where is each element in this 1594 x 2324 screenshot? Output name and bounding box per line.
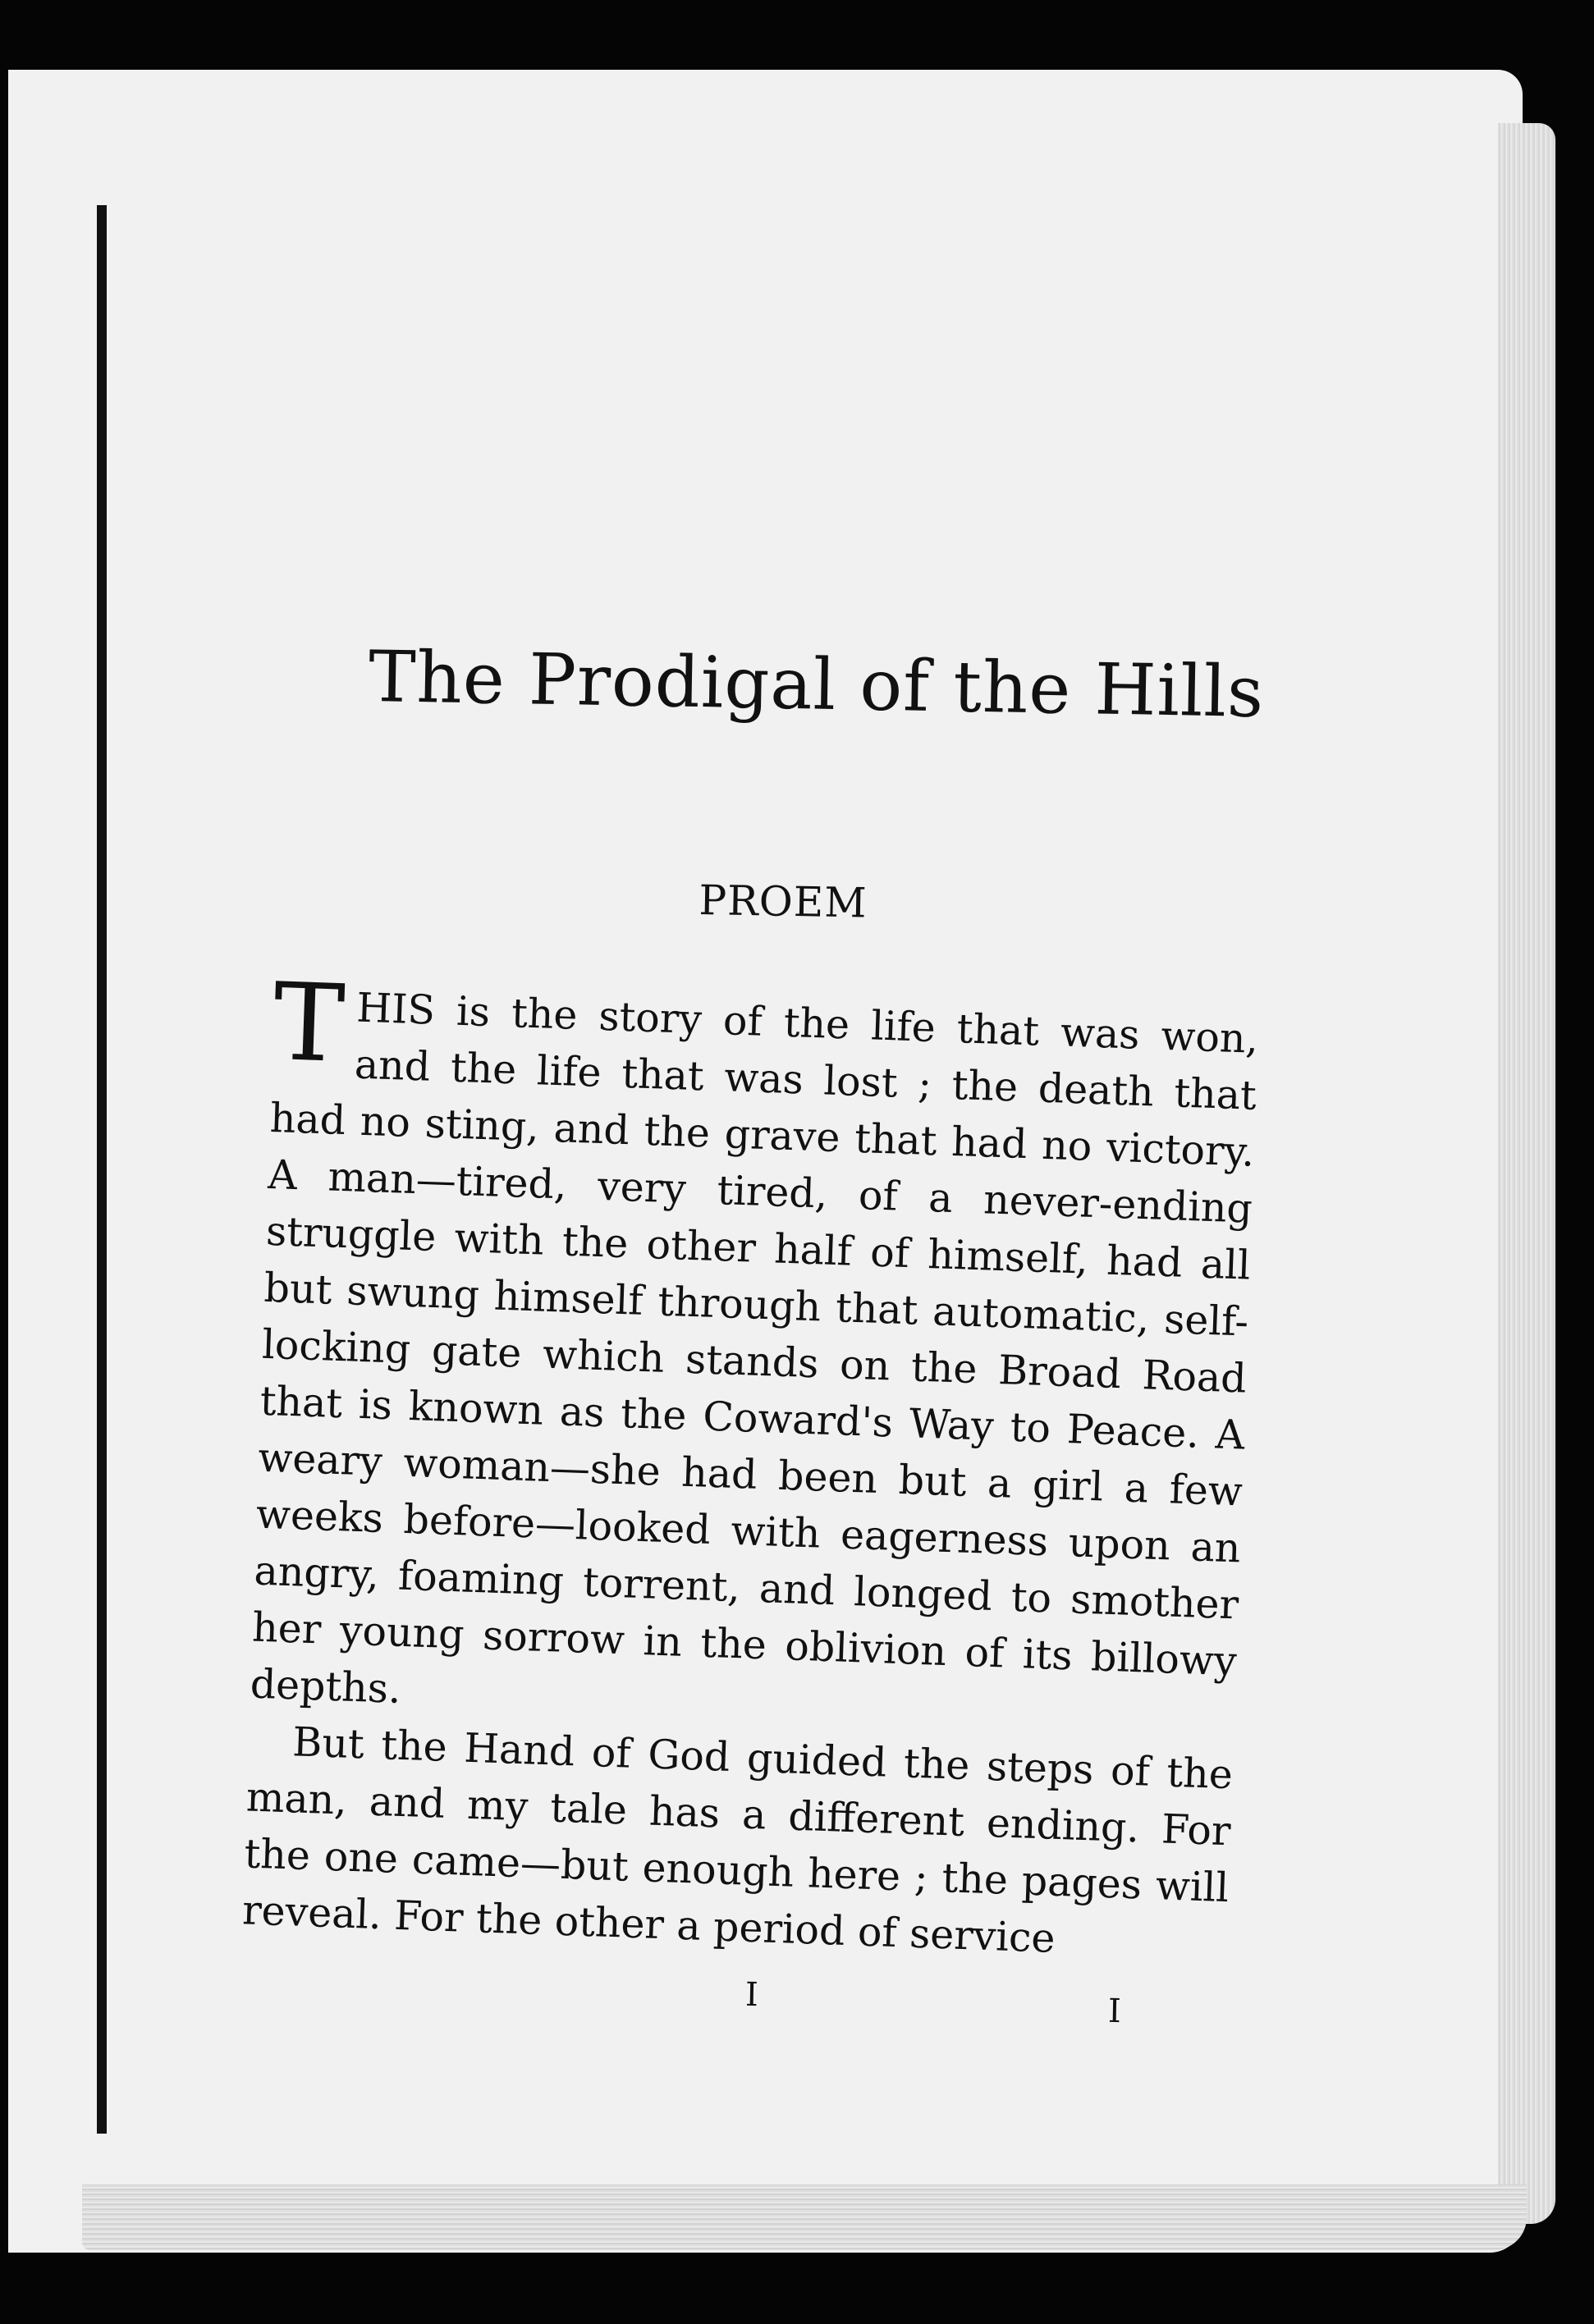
section-heading: PROEM	[698, 876, 868, 927]
signature-mark: I	[1107, 1992, 1122, 2031]
body-text	[241, 959, 1260, 1973]
page-bottom-edge	[82, 2184, 1527, 2250]
paragraph-1-text: HIS is the story of the life that was won, and the life that was lost ; the death that had no sting, and the grave that had no victory. A man—tired, very tired, of a never-ending struggle with the other half of himself, had all but swung himself through that automatic, self-locking gate which stands on the Broad Road that is known as the Coward's Way to Peace. A weary woman—she had been but a girl a few weeks before—looked with eagerness upon an angry, foaming torrent, and longed to smother her young sorrow in the oblivion of its billowy depths.	[249, 984, 1260, 1713]
gutter-shadow-line	[97, 205, 107, 2134]
paragraph-2: But the Hand of God guided the steps of the man, and my tale has a different ending. For the one came—but enough here ; the pages will reveal. For the other a period of service	[241, 1718, 1234, 1962]
drop-cap: T	[271, 959, 347, 1087]
page-number: I	[744, 1975, 759, 2015]
book-title: The Prodigal of the Hills	[368, 636, 1266, 734]
page-fore-edge	[1498, 123, 1555, 2224]
paragraph-1	[249, 959, 1260, 1746]
